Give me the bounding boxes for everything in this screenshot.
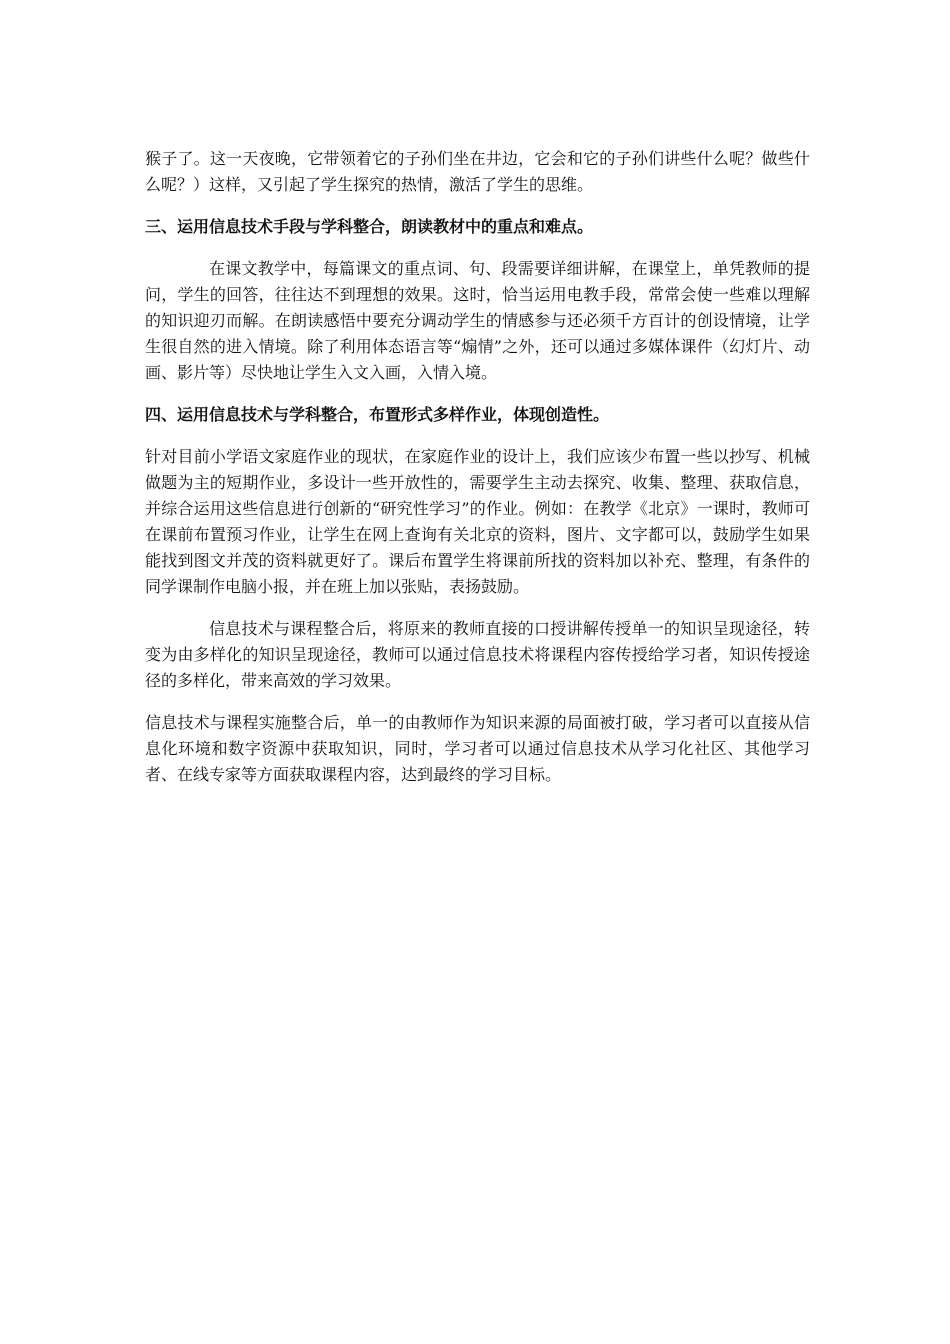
document-page	[145, 146, 810, 804]
paragraph-3: 针对目前小学语文家庭作业的现状，在家庭作业的设计上，我们应该少布置一些以抄写、机械做题为主的短期作业，多设计一些开放性的，需要学生主动去探究、收集、整理、获取信息，并综合运用这些信息进行创新的“研究性学习”的作业。例如：在教学《北京》一课时，教师可在课前布置预习作业，让学生在网上查询有关北京的资料，图片、文字都可以，鼓励学生如果能找到图文并茂的资料就更好了。课后布置学生将课前所找的资料加以补充、整理，有条件的同学课制作电脑小报，并在班上加以张贴，表扬鼓励。	[145, 447, 810, 596]
paragraph-4: 信息技术与课程整合后，将原来的教师直接的口授讲解传授单一的知识呈现途径，转变为由多样化的知识呈现途径，教师可以通过信息技术将课程内容传授给学习者，知识传授途径的多样化，带来高效的学习效果。	[145, 619, 810, 690]
section-heading-3: 三、运用信息技术手段与学科整合，朗读教材中的重点和难点。	[145, 217, 594, 236]
paragraph-2: 在课文教学中，每篇课文的重点词、句、段需要详细讲解，在课堂上，单凭教师的提问，学生的回答，往往达不到理想的效果。这时，恰当运用电教手段，常常会使一些难以理解的知识迎刃而解。在朗读感悟中要充分调动学生的情感参与还必须千方百计的创设情境，让学生很自然的进入情境。除了利用体态语言等“煽情”之外，还可以通过多媒体课件（幻灯片、动画、影片等）尽快地让学生入文入画，入情入境。	[145, 259, 810, 382]
paragraph-1: 猴子了。这一天夜晚，它带领着它的子孙们坐在井边，它会和它的子孙们讲些什么呢？做些什么呢？）这样，又引起了学生探究的热情，激活了学生的思维。	[145, 149, 810, 194]
paragraph-5: 信息技术与课程实施整合后，单一的由教师作为知识来源的局面被打破，学习者可以直接从信息化环境和数字资源中获取知识，同时，学习者可以通过信息技术从学习化社区、其他学习者、在线专家等方面获取课程内容，达到最终的学习目标。	[145, 713, 810, 784]
section-heading-4: 四、运用信息技术与学科整合，布置形式多样作业，体现创造性。	[145, 405, 610, 424]
